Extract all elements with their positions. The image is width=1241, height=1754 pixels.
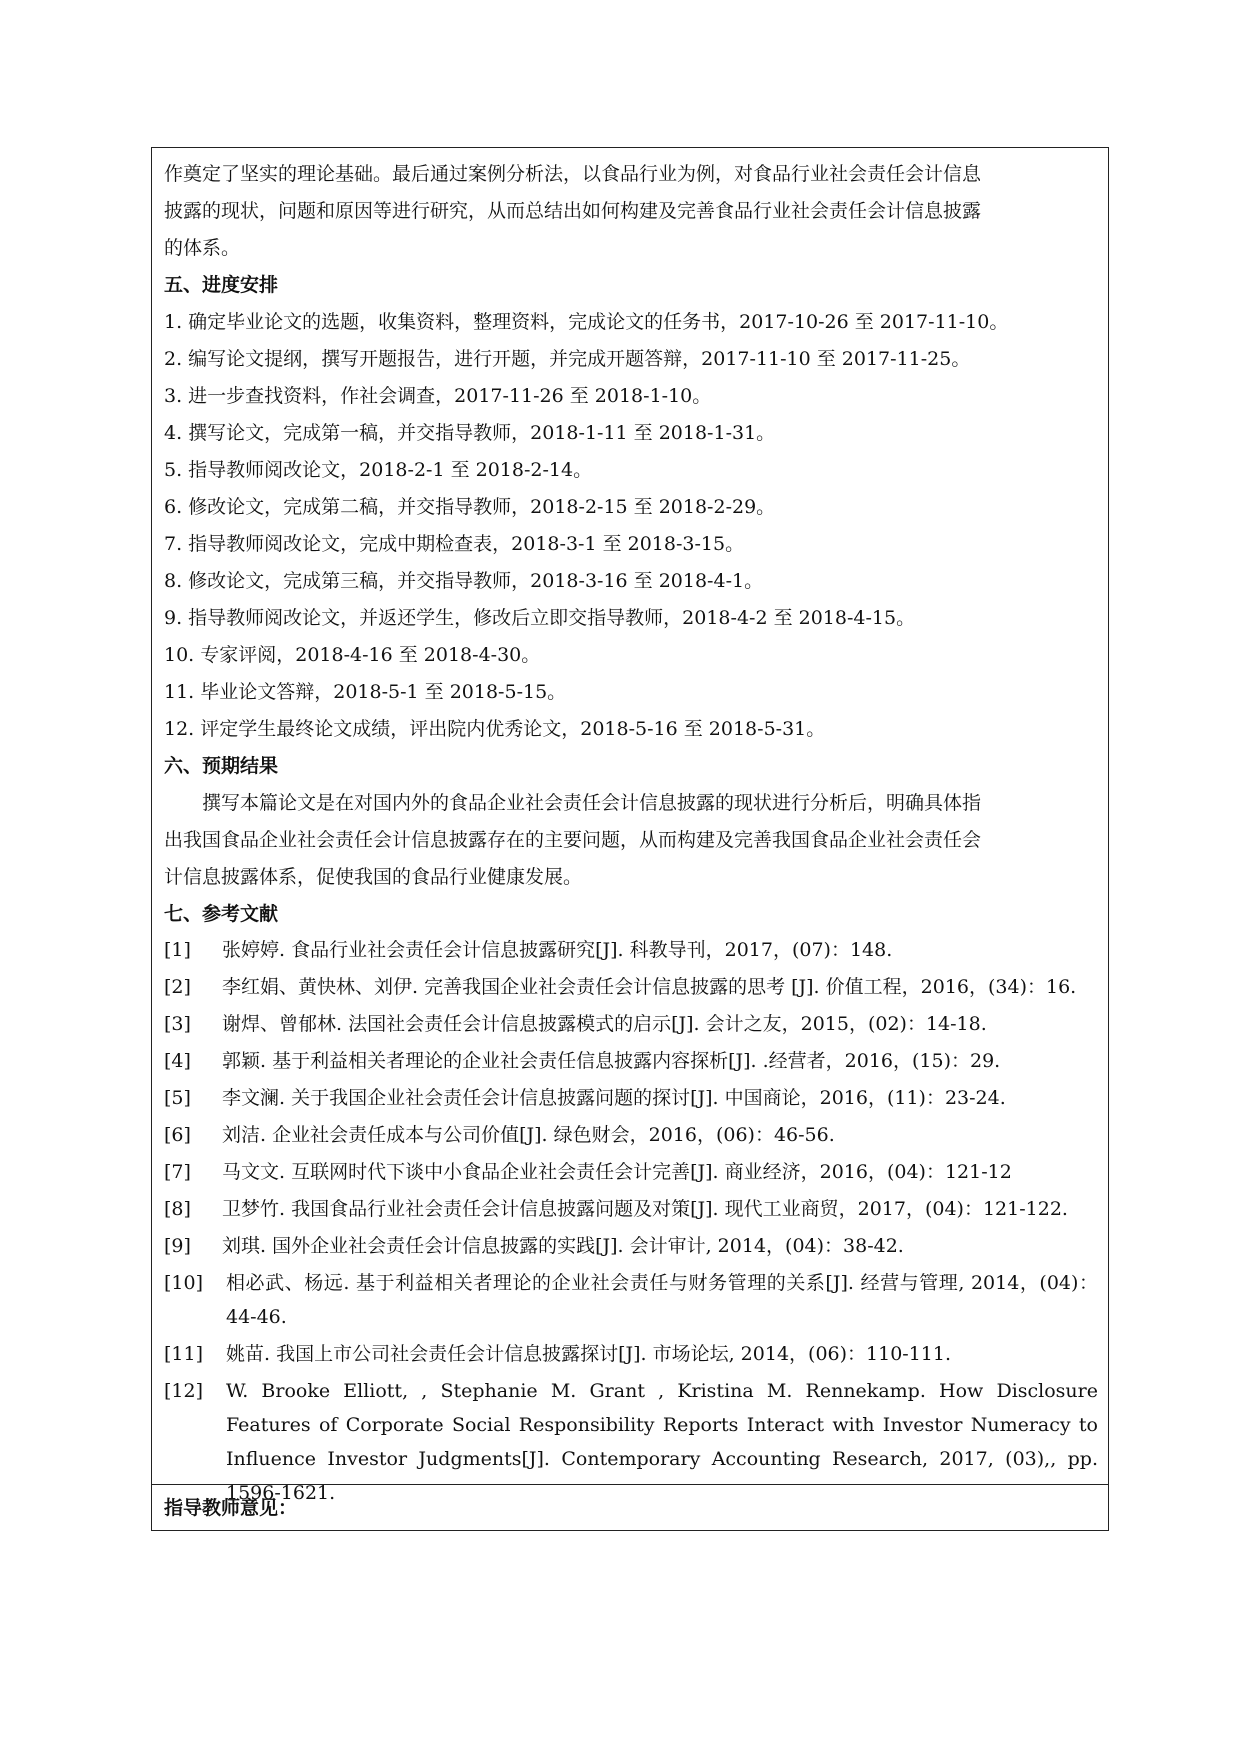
schedule-item: 9. 指导教师阅改论文，并返还学生，修改后立即交指导教师，2018-4-2 至 2018-4-15。	[164, 607, 916, 629]
schedule-item: 1. 确定毕业论文的选题，收集资料，整理资料，完成论文的任务书，2017-10-26 至 2017-11-10。	[164, 311, 1009, 333]
reference-item	[164, 1118, 1098, 1152]
results-paragraph	[164, 785, 1098, 896]
advisor-opinion-label: 指导教师意见：	[164, 1497, 298, 1519]
reference-text: W. Brooke Elliott, , Stephanie M. Grant , Kristina M. Rennekamp. How Disclosure Features of Corporate Social Responsibility Reports Interact with Investor Numeracy to Influence Investor Judgments[J]. Contemporary Accounting Research, 2017, (03),, pp. 1596-1621.	[226, 1380, 1098, 1504]
results-line: 撰写本篇论文是在对国内外的食品企业社会责任会计信息披露的现状进行分析后，明确具体指	[202, 792, 982, 814]
references-list	[164, 933, 1098, 1510]
reference-item	[164, 1081, 1098, 1115]
reference-number: [6]	[164, 1124, 191, 1146]
reference-item	[164, 1266, 1098, 1334]
schedule-item: 4. 撰写论文，完成第一稿，并交指导教师，2018-1-11 至 2018-1-31。	[164, 422, 776, 444]
results-heading: 六、预期结果	[164, 755, 279, 777]
reference-number: [11]	[164, 1343, 204, 1365]
reference-item	[164, 1229, 1098, 1263]
reference-number: [2]	[164, 976, 191, 998]
reference-text: 郭颖. 基于利益相关者理论的企业社会责任信息披露内容探析[J]. .经营者，2016，(15)：29.	[222, 1050, 1001, 1072]
schedule-item: 10. 专家评阅，2018-4-16 至 2018-4-30。	[164, 644, 541, 666]
reference-text: 李红娟、黄快林、刘伊. 完善我国企业社会责任会计信息披露的思考 [J]. 价值工程，2016，(34)：16.	[222, 976, 1077, 998]
schedule-item: 12. 评定学生最终论文成绩，评出院内优秀论文，2018-5-16 至 2018-5-31。	[164, 718, 826, 740]
reference-text: 刘琪. 国外企业社会责任会计信息披露的实践[J]. 会计审计, 2014，(04)：38-42.	[222, 1235, 904, 1257]
schedule-heading: 五、进度安排	[164, 274, 279, 296]
reference-item	[164, 1155, 1098, 1189]
reference-item	[164, 1007, 1098, 1041]
reference-number: [7]	[164, 1161, 191, 1183]
reference-item	[164, 1374, 1098, 1510]
schedule-item: 8. 修改论文，完成第三稿，并交指导教师，2018-3-16 至 2018-4-1。	[164, 570, 764, 592]
schedule-item: 3. 进一步查找资料，作社会调查，2017-11-26 至 2018-1-10。	[164, 385, 712, 407]
results-line: 计信息披露体系，促使我国的食品行业健康发展。	[164, 866, 583, 888]
section-divider	[152, 1484, 1108, 1485]
schedule-list	[164, 304, 1098, 748]
reference-item	[164, 1044, 1098, 1078]
reference-number: [12]	[164, 1380, 204, 1402]
reference-text: 姚苗. 我国上市公司社会责任会计信息披露探讨[J]. 市场论坛, 2014，(06)：110-111.	[226, 1343, 952, 1365]
form-table	[151, 147, 1109, 1531]
reference-text: 刘洁. 企业社会责任成本与公司价值[J]. 绿色财会，2016，(06)：46-56.	[222, 1124, 835, 1146]
reference-number: [4]	[164, 1050, 191, 1072]
reference-number: [10]	[164, 1272, 204, 1294]
references-heading: 七、参考文献	[164, 903, 279, 925]
reference-item	[164, 933, 1098, 967]
reference-number: [8]	[164, 1198, 191, 1220]
intro-line: 作奠定了坚实的理论基础。最后通过案例分析法，以食品行业为例，对食品行业社会责任会计信息	[164, 163, 982, 185]
schedule-item: 7. 指导教师阅改论文，完成中期检查表，2018-3-1 至 2018-3-15。	[164, 533, 745, 555]
results-line: 出我国食品企业社会责任会计信息披露存在的主要问题，从而构建及完善我国食品企业社会责任会	[164, 829, 982, 851]
reference-item	[164, 970, 1098, 1004]
reference-text: 谢焊、曾郁林. 法国社会责任会计信息披露模式的启示[J]. 会计之友，2015，(02)：14-18.	[222, 1013, 987, 1035]
intro-line: 的体系。	[164, 237, 241, 259]
schedule-item: 11. 毕业论文答辩，2018-5-1 至 2018-5-15。	[164, 681, 567, 703]
reference-text: 卫梦竹. 我国食品行业社会责任会计信息披露问题及对策[J]. 现代工业商贸，2017，(04)：121-122.	[222, 1198, 1068, 1220]
reference-text: 马文文. 互联网时代下谈中小食品企业社会责任会计完善[J]. 商业经济，2016，(04)：121-12	[222, 1161, 1012, 1183]
form-content	[164, 156, 1098, 1513]
reference-text: 张婷婷. 食品行业社会责任会计信息披露研究[J]. 科教导刊，2017，(07)：148.	[222, 939, 893, 961]
reference-number: [5]	[164, 1087, 191, 1109]
reference-item	[164, 1337, 1098, 1371]
intro-line: 披露的现状，问题和原因等进行研究，从而总结出如何构建及完善食品行业社会责任会计信息披露	[164, 200, 982, 222]
reference-text: 相必武、杨远. 基于利益相关者理论的企业社会责任与财务管理的关系[J]. 经营与管理, 2014，(04)：44-46.	[226, 1272, 1098, 1328]
reference-text: 李文澜. 关于我国企业社会责任会计信息披露问题的探讨[J]. 中国商论，2016，(11)：23-24.	[222, 1087, 1006, 1109]
schedule-item: 6. 修改论文，完成第二稿，并交指导教师，2018-2-15 至 2018-2-29。	[164, 496, 776, 518]
reference-number: [9]	[164, 1235, 191, 1257]
schedule-item: 2. 编写论文提纲，撰写开题报告，进行开题，并完成开题答辩，2017-11-10 至 2017-11-25。	[164, 348, 971, 370]
intro-paragraph	[164, 156, 1098, 267]
reference-number: [3]	[164, 1013, 191, 1035]
reference-number: [1]	[164, 939, 191, 961]
schedule-item: 5. 指导教师阅改论文，2018-2-1 至 2018-2-14。	[164, 459, 593, 481]
reference-item	[164, 1192, 1098, 1226]
